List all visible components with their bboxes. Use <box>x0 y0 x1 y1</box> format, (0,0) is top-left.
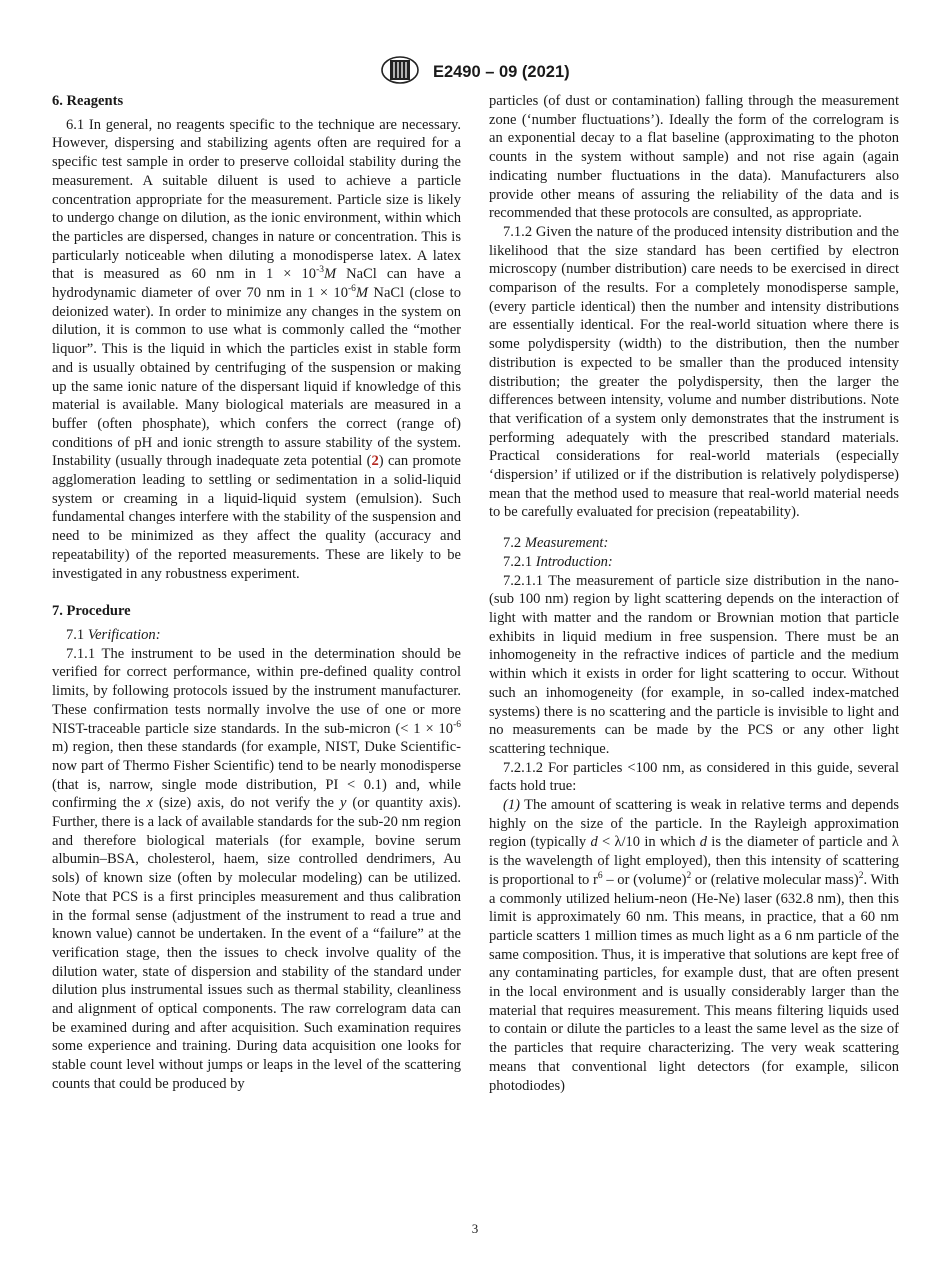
paragraph-7-1-1: 7.1.1 The instrument to be used in the determination should be verified for correct performance, within pre-defined quality control limits, by following protocols issued by the instrument manufacturer. These confirmation tests normally involve the use of one or more NIST-traceable particle size standards. In the sub-micron (< $1 \times 10^{-6}$ m) region, then these standards (for example, NIST, Duke Scientific- now part of Thermo Fisher Scientific) tend to be nearly monodisperse (that is, narrow, single mode distribution, PI < 0.1) and, while confirming the x (size) axis, do not verify the y (or quantity axis). Further, there is a lack of available standards for the sub-20 nm region and therefore biological materials (for example, bovine serum albumin–BSA, cholesterol, haem, size controlled dendrimers, Au sols) of known size (often by molecular modeling) can be utilized. Note that PCS is a first principles measurement and thus calibration in the formal sense (adjustment of the instrument to read a true and known value) cannot be undertaken. In the event of a “failure” at the verification stage, then the issues to check involve quality of the dilution water, state of dispersion and stability of the standard under dilution plus instrumental issues such as thermal stability, cleanliness and alignment of optical components. The raw correlogram data can be examined during and after acquisition. Such examination requires some experience and training. During data acquisition one looks for stable count level without jumps or leaps in the level of the scattering counts that could be produced by <box>52 645 461 1092</box>
list-item-1: (1) The amount of scattering is weak in relative terms and depends highly on the size of the particle. In the Rayleigh approximation region (typically d < λ/10 in which d is the diameter of particle and λ is the wavelength of light employed), then this intensity of scattering is proportional to $r^6$ – or (volume)$^2$ or (relative molecular mass)$^2$. With a commonly utilized helium-neon (He-Ne) laser (632.8 nm), then this limit is approximately 60 nm. This means, in practice, that a 60 nm particle scatters 1 million times as much light as a 6 nm particle of the same composition. Thus, it is imperative that solutions are kept free of any contaminating particles, for example dust, that are often present in the local environment and is usually considerably larger than the material that requires measurement. This means filtering liquids used to contain or dilute the particles to a least the same level as the size of the particles that require characterizing. The very weak scattering means that conventional light detectors (for example, silicon photodiodes) <box>489 797 900 1094</box>
paragraph-7-2: 7.2 Measurement: <box>503 535 609 552</box>
document-designation: E2490 – 09 (2021) <box>432 63 570 81</box>
astm-logo-icon <box>380 55 420 90</box>
section-6-heading: 6. Reagents <box>52 93 124 109</box>
left-column <box>52 92 461 1094</box>
reference-link[interactable]: 2 <box>371 453 379 470</box>
page-number: 3 <box>471 1221 479 1236</box>
paragraph-7-2-1: 7.2.1 Introduction: <box>503 553 613 570</box>
right-column <box>489 92 899 1095</box>
paragraph-7-1: 7.1 Verification: <box>66 626 161 643</box>
paragraph-7-2-1-2: 7.2.1.2 For particles <100 nm, as considered in this guide, several facts hold true: <box>489 759 899 795</box>
paragraph-7-1-1-continued: particles (of dust or contamination) falling through the measurement zone (‘number fluctuations’). Ideally the form of the correlogram is an exponential decay to a flat baseline (approximating to the photon counts in the system without sample) and not rise again (again indicating number fluctuations in the data). Manufacturers also provide other means of assuring the reliability of the data and is recommended that these protocols are consulted, as appropriate. <box>489 93 899 222</box>
paragraph-7-1-2: 7.1.2 Given the nature of the produced intensity distribution and the likelihood that the size standard has been certified by electron microscopy (number distribution) care needs to be exercised in direct comparison of the results. For a completely monodisperse sample, (every particle identical) then the number and intensity distributions are essentially identical. For the real-world situation where there is some polydispersity (width) to the distribution, then the number distribution is expected to be smaller than the produced intensity distribution; the greater the polydispersity, then the larger the differences between intensity, volume and number distributions. Note that verification of a system only demonstrates that the instrument is performing adequately with the prescribed standard materials. Practical considerations for real-world materials (especially ‘dispersion’ if utilized or if the distribution is relatively polydisperse) mean that the method used to measure that real-world material needs to be carefully evaluated for precision (repeatability). <box>489 223 899 521</box>
section-7-heading: 7. Procedure <box>52 603 131 620</box>
paragraph-6-1: 6.1 In general, no reagents specific to the technique are necessary. However, dispersing and stabilizing agents often are required for a specific test sample in order to preserve colloidal stability during the measurement. A suitable diluent is used to achieve a particle concentration appropriate for the measurement. Particle size is likely to undergo change on dilution, as the ionic environment, within which the particles are dispersed, changes in nature or concentration. This is particularly noticeable when diluting a monodisperse latex. A latex that is measured as 60 nm in $1 \times 10^{-3}M$ NaCl can have a hydrodynamic diameter of over 70 nm in $1 \times 10^{-6}M$ NaCl (close to deionized water). In order to minimize any changes in the system on dilution, it is common to use what is commonly called the “mother liquor”. This is the liquid in which the particles exist in stable form and is usually obtained by centrifuging of the suspension or making up the same ionic nature of the dispersant liquid if knowledge of this material is available. Many biological materials are measured in a buffer (often phosphate), which confers the correct (range of) conditions of pH and ionic strength to assure stability of the system. Instability (usually through inadequate zeta potential (2) can promote agglomeration leading to settling or sedimentation in a solid-liquid system or creaming in a liquid-liquid system (emulsion). Such fundamental changes interfere with the stability of the suspension and need to be minimized as they affect the quality (accuracy and repeatability) of the reported measurements. These are likely to be investigated in any robustness experiment. <box>52 116 462 582</box>
paragraph-7-2-1-1: 7.2.1.1 The measurement of particle size distribution in the nano- (sub 100 nm) region by light scattering depends on the interaction of light with matter and the random or Brownian motion that particle exhibits in liquid medium in free suspension. There must be an inhomogeneity in the refractive indices of particle and the medium within which it exists in order for light scattering to occur. Without such an inhomogeneity (for example, in so-called index-matched systems) there is no scattering and the particle is invisible to light and no measurements can be made by the PCS or any other light scattering technique. <box>489 572 899 757</box>
page-header <box>0 55 950 90</box>
